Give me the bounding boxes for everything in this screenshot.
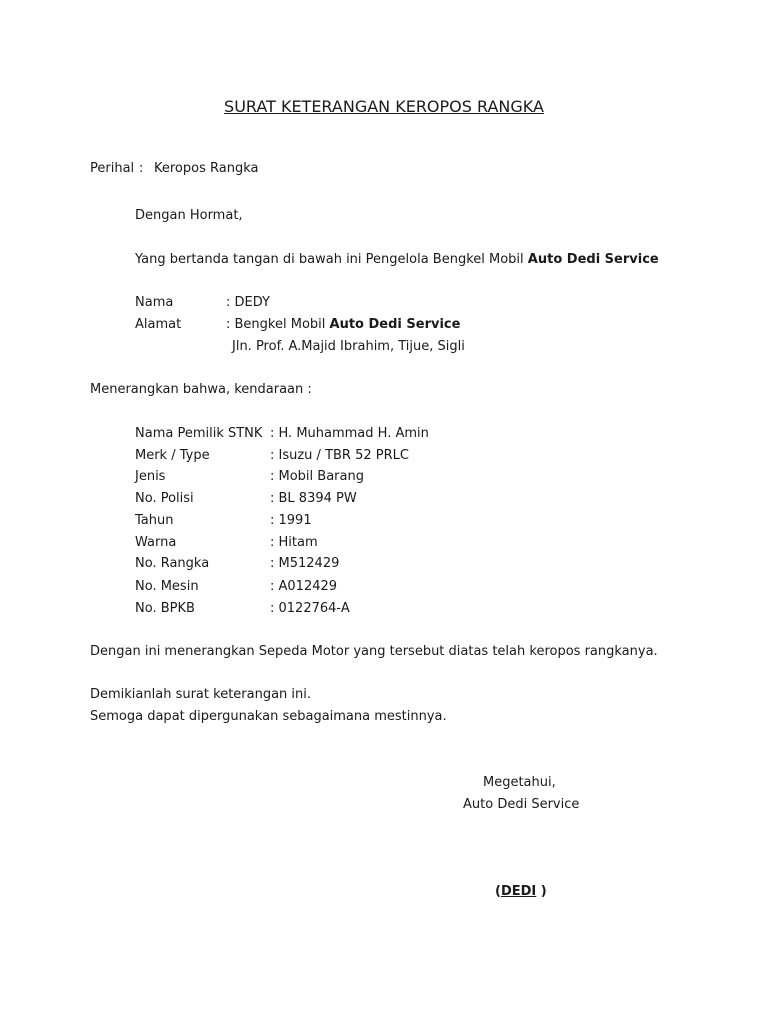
- perihal-separator: :: [139, 161, 144, 176]
- vehicle-label: Tahun: [135, 513, 174, 528]
- vehicle-value: : M512429: [270, 556, 340, 571]
- signer-address-value: [226, 317, 460, 333]
- vehicle-row: [135, 579, 199, 595]
- intro-company: Auto Dedi Service: [527, 252, 659, 267]
- signer-address-label: Alamat: [135, 317, 182, 332]
- signatory-close: ): [536, 884, 547, 899]
- vehicle-value: : BL 8394 PW: [270, 491, 357, 506]
- intro-text: Yang bertanda tangan di bawah ini Pengelola Bengkel Mobil: [135, 252, 528, 267]
- vehicle-value: : A012429: [270, 579, 338, 594]
- vehicle-label: No. Rangka: [135, 556, 210, 571]
- vehicle-row: [135, 491, 194, 507]
- vehicle-row: [135, 601, 195, 617]
- vehicle-value: : 0122764-A: [270, 601, 350, 616]
- signer-name-value: : DEDY: [226, 295, 270, 310]
- vehicle-row: [135, 556, 209, 572]
- vehicle-row: [135, 426, 262, 442]
- vehicle-value: : 1991: [270, 513, 312, 528]
- intro-paragraph: [135, 252, 659, 268]
- signer-name-label: Nama: [135, 295, 174, 310]
- vehicle-row: [135, 448, 210, 464]
- vehicle-label: No. Mesin: [135, 579, 199, 594]
- signatory-name: DEDI: [500, 884, 537, 899]
- perihal-label: Perihal: [90, 161, 135, 176]
- vehicle-value: : Mobil Barang: [270, 469, 364, 484]
- signer-address-text: : Bengkel Mobil: [226, 317, 330, 332]
- document-title: SURAT KETERANGAN KEROPOS RANGKA: [224, 97, 544, 116]
- closing-line-1: Demikianlah surat keterangan ini.: [90, 687, 312, 702]
- signer-address-company: Auto Dedi Service: [329, 317, 461, 332]
- vehicle-value: : Hitam: [270, 535, 318, 550]
- vehicle-row: [135, 469, 165, 485]
- vehicle-row: [135, 535, 176, 551]
- statement: Dengan ini menerangkan Sepeda Motor yang tersebut diatas telah keropos rangkanya.: [90, 644, 658, 659]
- vehicle-label: Warna: [135, 535, 177, 550]
- acknowledged-label: Megetahui,: [483, 775, 556, 790]
- perihal-value: Keropos Rangka: [154, 161, 259, 176]
- vehicle-row: [135, 513, 173, 529]
- signatory: [495, 884, 547, 900]
- vehicle-label: No. Polisi: [135, 491, 194, 506]
- vehicle-value: : H. Muhammad H. Amin: [270, 426, 429, 441]
- vehicle-intro: Menerangkan bahwa, kendaraan :: [90, 382, 312, 397]
- signature-company: Auto Dedi Service: [463, 797, 580, 812]
- vehicle-label: No. BPKB: [135, 601, 195, 616]
- vehicle-label: Nama Pemilik STNK: [135, 426, 263, 441]
- vehicle-value: : Isuzu / TBR 52 PRLC: [270, 448, 409, 463]
- greeting: Dengan Hormat,: [135, 208, 243, 223]
- closing-line-2: Semoga dapat dipergunakan sebagaimana mestinnya.: [90, 709, 447, 724]
- vehicle-label: Jenis: [135, 469, 166, 484]
- vehicle-label: Merk / Type: [135, 448, 210, 463]
- signatory-open: (: [495, 884, 501, 899]
- signer-address-line2: Jln. Prof. A.Majid Ibrahim, Tijue, Sigli: [232, 339, 465, 354]
